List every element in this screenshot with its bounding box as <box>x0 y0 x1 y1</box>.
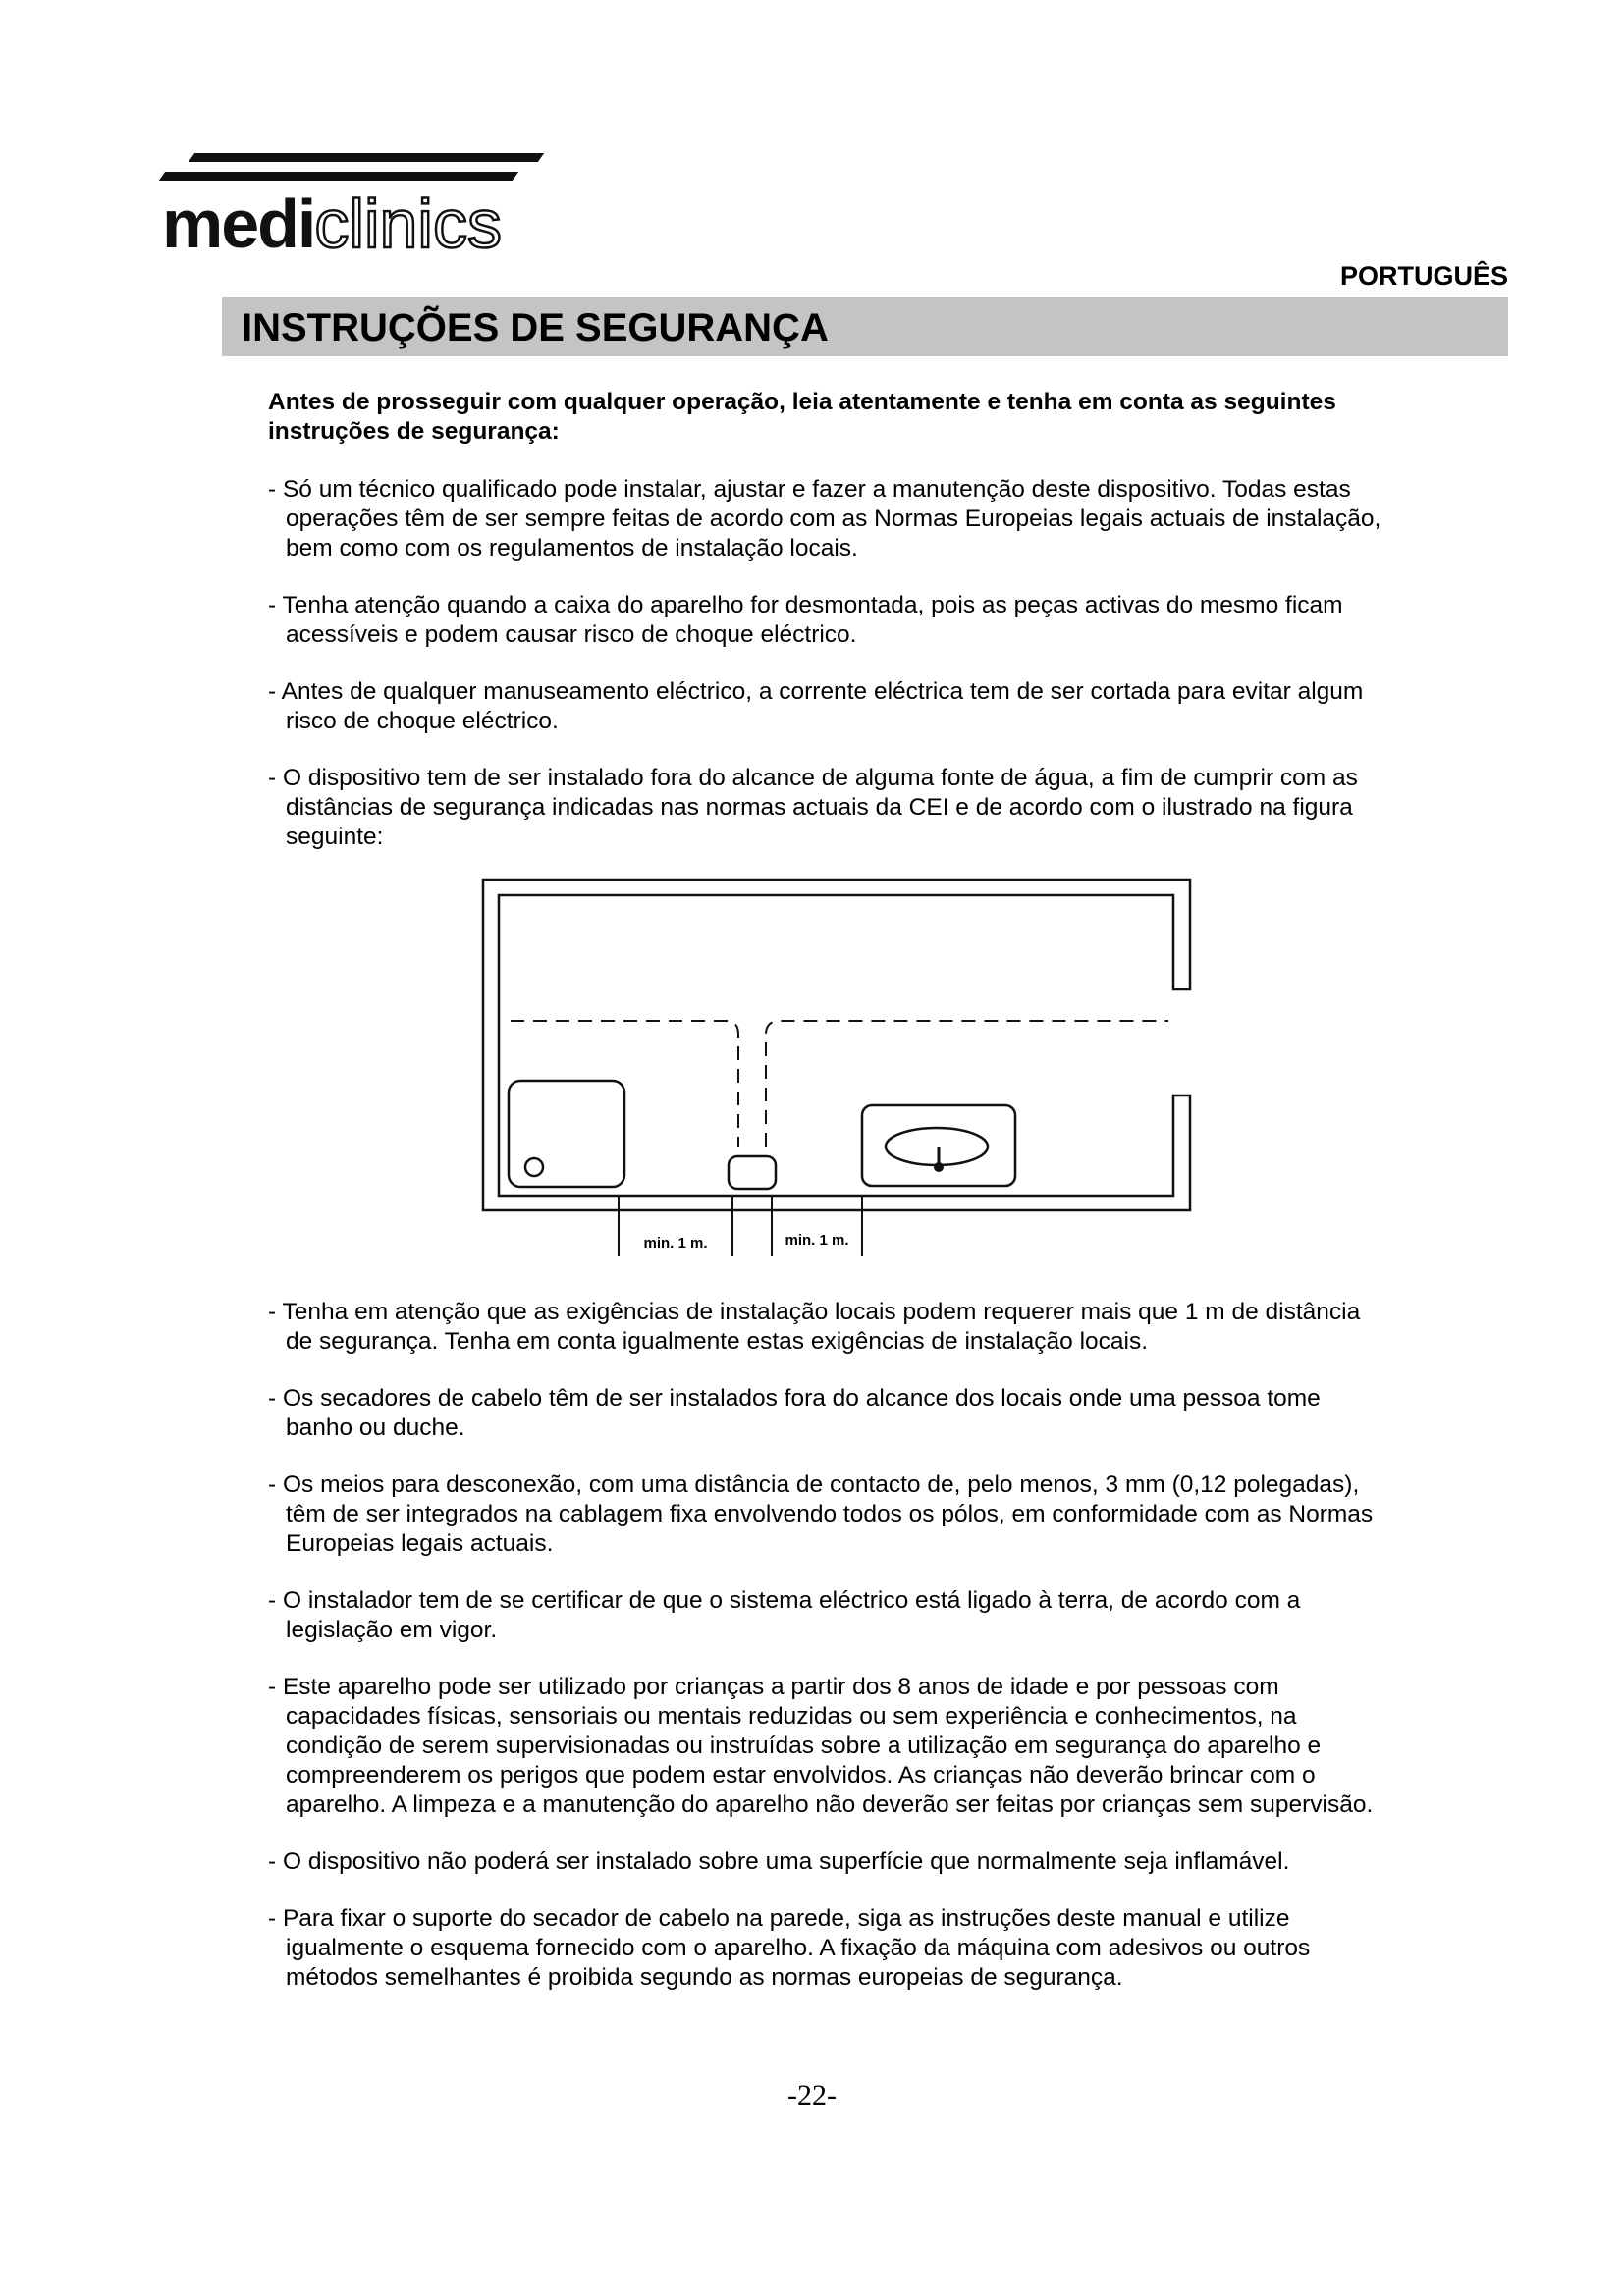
brand-logo <box>162 147 535 262</box>
intro-text: Antes de prosseguir com qualquer operação, leia atentamente e tenha em conta as seguintes instruções de segurança: <box>268 389 1336 445</box>
section-title-band <box>222 297 1508 356</box>
instructions-list-top <box>268 475 1387 880</box>
logo-stripe <box>189 153 544 162</box>
min-distance-label-right: min. 1 m. <box>785 1232 849 1249</box>
instruction-item: - Tenha em atenção que as exigências de instalação locais podem requerer mais que 1 m de distância de segurança. Tenha em conta igualmente estas exigências de instalação locais. <box>268 1299 1361 1355</box>
bathroom-distance-diagram <box>481 872 1198 1284</box>
instruction-item: - O dispositivo não poderá ser instalado sobre uma superfície que normalmente seja inflamável. <box>268 1848 1290 1875</box>
instruction-item: - Só um técnico qualificado pode instalar, ajustar e fazer a manutenção deste dispositivo. Todas estas operações têm de ser sempre feitas de acordo com as Normas Europeias legais actuais de instalação, bem como com os regulamentos de instalação locais. <box>268 476 1381 561</box>
dashed-zone-right <box>766 1021 1168 1147</box>
page-number: -22- <box>787 2079 837 2111</box>
instruction-item: - Este aparelho pode ser utilizado por crianças a partir dos 8 anos de idade e por pessoas com capacidades físicas, sensoriais ou mentais reduzidas ou sem experiência e conhecimentos, na condição de serem supervisionadas ou instruídas sobre a utilização em segurança do aparelho e compreenderem os perigos que podem estar envolvidos. As crianças não deverão brincar com o aparelho. A limpeza e a manutenção do aparelho não deverão ser feitas por crianças sem supervisão. <box>268 1674 1374 1818</box>
page-title: INSTRUÇÕES DE SEGURANÇA <box>242 306 829 349</box>
instruction-item: - O dispositivo tem de ser instalado fora do alcance de alguma fonte de água, a fim de cumprir com as distâncias de segurança indicadas nas normas actuais da CEI e de acordo com o ilustrado na figura seguinte: <box>268 765 1358 850</box>
min-distance-label-left: min. 1 m. <box>643 1235 708 1252</box>
hand-dryer <box>729 1156 776 1189</box>
instruction-item: - O instalador tem de se certificar de que o sistema eléctrico está ligado à terra, de acordo com a legislação em vigor. <box>268 1587 1301 1643</box>
logo-wordmark: mediclinics <box>162 186 502 262</box>
shower-drain <box>525 1158 543 1176</box>
logo-stripe <box>159 172 518 181</box>
room-walls <box>483 880 1190 1210</box>
instruction-item: - Os secadores de cabelo têm de ser instalados fora do alcance dos locais onde uma pessoa tome banho ou duche. <box>268 1385 1321 1441</box>
instruction-item: - Para fixar o suporte do secador de cabelo na parede, siga as instruções deste manual e utilize igualmente o esquema fornecido com o aparelho. A fixação da máquina com adesivos ou outros métodos semelhantes é proibida segundo as normas europeias de segurança. <box>268 1905 1311 1991</box>
language-label: PORTUGUÊS <box>1339 261 1508 291</box>
instruction-item: - Antes de qualquer manuseamento eléctrico, a corrente eléctrica tem de ser cortada para evitar algum risco de choque eléctrico. <box>268 678 1364 734</box>
instructions-list-bottom <box>268 1298 1387 2020</box>
instruction-item: - Os meios para desconexão, com uma distância de contacto de, pelo menos, 3 mm (0,12 polegadas), têm de ser integrados na cablagem fixa envolvendo todos os pólos, em conformidade com as Normas Europeias legais actuais. <box>268 1471 1374 1557</box>
sink-basin <box>886 1128 988 1165</box>
instruction-item: - Tenha atenção quando a caixa do aparelho for desmontada, pois as peças activas do mesmo ficam acessíveis e podem causar risco de choque eléctrico. <box>268 592 1343 648</box>
